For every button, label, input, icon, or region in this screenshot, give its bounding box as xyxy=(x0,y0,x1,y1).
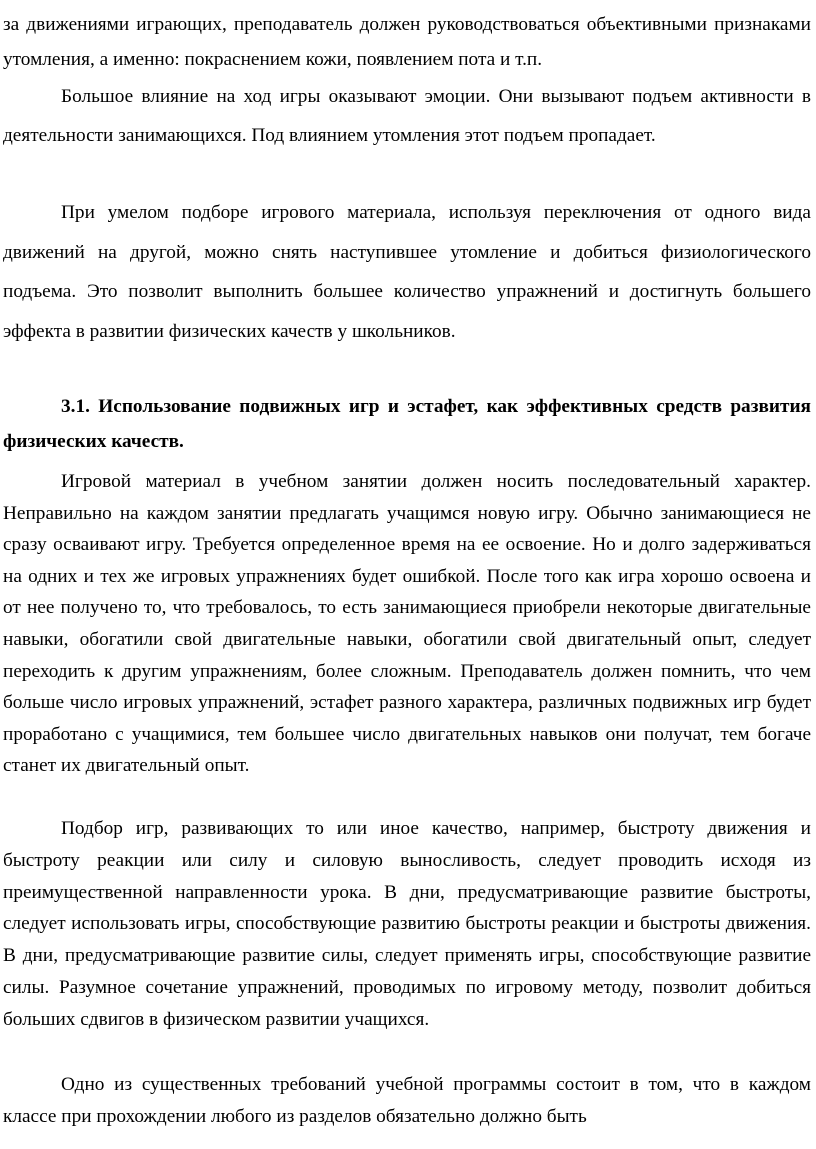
paragraph-game-material: Игровой материал в учебном занятии должен носить последовательный характер. Неправильно на каждом занятии предлагать учащимся новую игру. Обычно занимающиеся не сразу осваивают игру. Требуется определенное время на ее освоение. Но и долго задерживаться на одних и тех же игровых упражнениях будет ошибкой. После того как игра хорошо освоена и от нее получено то, что требовалось, то есть занимающиеся приобрели некоторые двигательные навыки, обогатили свой двигательные навыки, обогатили свой двигательный опыт, следует переходить к другим упражнениям, более сложным. Преподаватель должен помнить, что чем больше число игровых упражнений, эстафет разного характера, различных подвижных игр будет проработано с учащимися, тем большее число двигательных навыков они получат, тем богаче станет их двигательный опыт. xyxy=(3,471,811,777)
paragraph-emotions: Большое влияние на ход игры оказывают эмоции. Они вызывают подъем активности в деятельности занимающихся. Под влиянием утомления этот подъем пропадает. xyxy=(3,86,811,146)
paragraph-fatigue-signs: за движениями играющих, преподаватель должен руководствоваться объективными признаками утомления, а именно: покраснением кожи, появлением пота и т.п. xyxy=(3,14,811,70)
section-heading: 3.1. Использование подвижных игр и эстафет, как эффективных средств развития физических качеств. xyxy=(3,396,811,452)
paragraph-material-selection: При умелом подборе игрового материала, используя переключения от одного вида движений на другой, можно снять наступившее утомление и добиться физиологического подъема. Это позволит выполнить большее количество упражнений и достигнуть большего эффекта в развитии физических качеств у школьников. xyxy=(3,202,811,342)
paragraph-program-requirements: Одно из существенных требований учебной программы состоит в том, что в каждом классе при прохождении любого из разделов обязательно должно быть xyxy=(3,1074,811,1127)
paragraph-game-selection: Подбор игр, развивающих то или иное качество, например, быстроту движения и быстроту реакции или силу и силовую выносливость, следует проводить исходя из преимущественной направленности урока. В дни, предусматривающие развитие быстроты, следует использовать игры, способствующие развитию быстроты реакции и быстроты движения. В дни, предусматривающие развитие силы, следует применять игры, способствующие развитие силы. Разумное сочетание упражнений, проводимых по игровому методу, позволит добиться больших сдвигов в физическом развитии учащихся. xyxy=(3,818,811,1030)
